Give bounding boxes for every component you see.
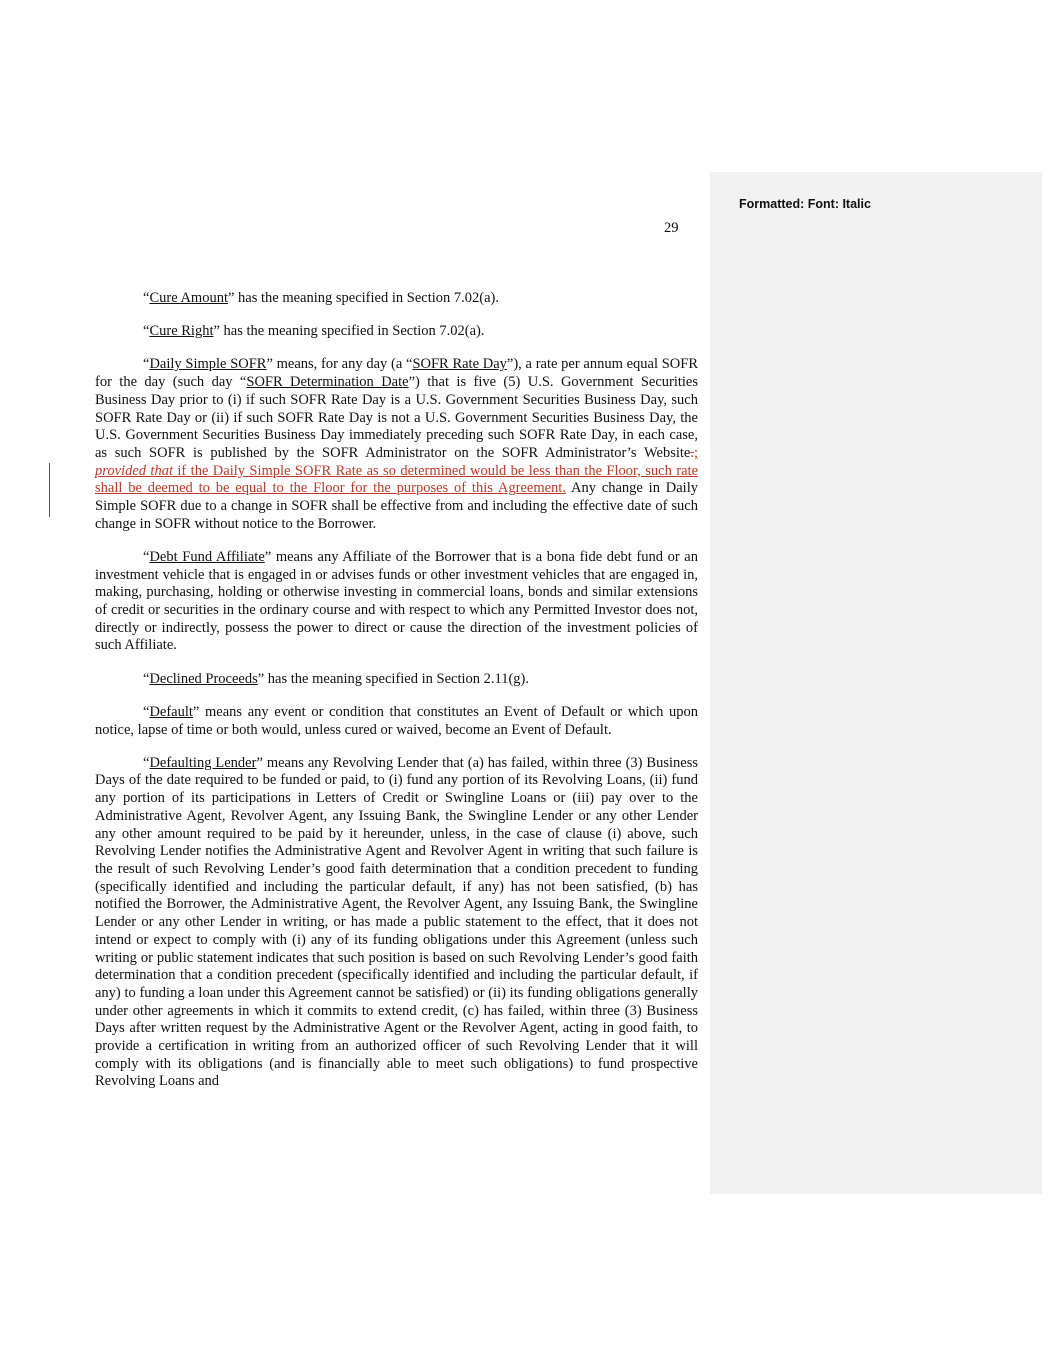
defined-term: SOFR Rate Day <box>412 356 507 373</box>
definition-declined-proceeds: “Declined Proceeds” has the meaning specified in Section 2.11(g). <box>143 670 530 687</box>
defined-term: Daily Simple SOFR <box>149 356 267 373</box>
definition-debt-fund-affiliate: “Debt Fund Affiliate” means any Affiliate of the Borrower that is a bona fide debt fund or an investment vehicle that is engaged in or advises funds or other investment vehicles that are engaged in, making, purchasing, holding or otherwise investing in commercial loans, bonds and similar extensions of credit or securities in the ordinary course and with respect to which any Permitted Investor does not, directly or indirectly, possess the power to direct or cause the direction of the investment policies of such Affiliate. <box>95 548 698 654</box>
page-number: 29 <box>664 220 679 236</box>
definition-text: ” means any event or condition that constitutes an Event of Default or which upon notice, lapse of time or both would, unless cured or waived, become an Event of Default. <box>95 703 698 738</box>
definition-default: “Default” means any event or condition that constitutes an Event of Default or which upon notice, lapse of time or both would, unless cured or waived, become an Event of Default. <box>95 703 698 738</box>
defined-term: Cure Amount <box>149 290 228 306</box>
definition-defaulting-lender: “Defaulting Lender” means any Revolving Lender that (a) has failed, within three (3) Business Days of the date required to be funded or paid, to (i) fund any portion of its Revolving Loans, (ii) fund any portion of its participations in Letters of Credit or Swingline Loans or (iii) pay over to the Administrative Agent, Revolver Agent, any Issuing Bank, the Swingline Lender or any other Lender any other amount required to be paid by it hereunder, unless, in the case of clause (i) above, such Revolving Lender notifies the Administrative Agent and Revolver Agent in writing that such failure is the result of such Revolving Lender’s good faith determination that a condition precedent to funding (specifically identified and including the particular default, if any) has not been satisfied, (b) has notified the Borrower, the Administrative Agent, the Revolver Agent, any Issuing Bank, the Swingline Lender or any other Lender in writing, or has made a public statement to the effect, that it does not intend or expect to comply with (i) any of its funding obligations under this Agreement (unless such writing or public statement indicates that such position is based on such Revolving Lender’s good faith determination that a condition precedent (specifically identified and including the particular default, if any) to funding a loan under this Agreement cannot be satisfied) or (ii) its funding obligations generally under other agreements in which it commits to extend credit, (c) has failed, within three (3) Business Days after written request by the Administrative Agent or the Revolver Agent, acting in good faith, to provide a certification in writing from an authorized officer of such Revolving Lender that it will comply with its obligations (and is financially able to meet such obligations) to fund prospective Revolving Loans and <box>95 754 698 1090</box>
definition-cure-amount: “Cure Amount” has the meaning specified in Section 7.02(a). <box>143 290 499 306</box>
tracked-insertion-italic[interactable]: provided that <box>95 462 173 479</box>
definition-text: ” means any Affiliate of the Borrower that is a bona fide debt fund or an investment vehicle that is engaged in or advises funds or other investment vehicles that are engaged in, making, purchasing, holding or otherwise investing in commercial loans, bonds and similar extensions of credit or securities in the ordinary course and with respect to which any Permitted Investor does not, directly or indirectly, possess the power to direct or cause the direction of the investment policies of such Affiliate. <box>95 548 698 654</box>
defined-term: Cure Right <box>149 323 214 340</box>
definition-text: ”), a rate per annum equal SOFR for the day (such day “ <box>95 356 698 391</box>
definition-text: ” means, for any day (a “ <box>266 356 413 373</box>
defined-term: SOFR Determination Date <box>246 374 409 391</box>
tracked-insertion[interactable]: ; <box>693 444 698 461</box>
tracked-deletion[interactable]: . <box>690 444 694 461</box>
defined-term: Default <box>149 703 193 720</box>
document-body <box>95 290 698 1107</box>
comment-pane <box>710 172 1042 1194</box>
definition-text: ” has the meaning specified in Section 7.02(a). <box>213 323 485 340</box>
definition-daily-simple-sofr: “Daily Simple SOFR” means, for any day (a “SOFR Rate Day”), a rate per annum equal SOFR for the day (such day “SOFR Determination Date”) that is five (5) U.S. Government Securities Business Day prior to (i) if such SOFR Rate Day is a U.S. Government Securities Business Day, such SOFR Rate Day or (ii) if such SOFR Rate Day is not a U.S. Government Securities Business Day, the U.S. Government Securities Business Day immediately preceding such SOFR Rate Day, in each case, as such SOFR is published by the SOFR Administrator on the SOFR Administrator’s Website.; provided that if the Daily Simple SOFR Rate as so determined would be less than the Floor, such rate shall be deemed to be equal to the Floor for the purposes of this Agreement. Any change in Daily Simple SOFR due to a change in SOFR shall be effective from and including the effective date of such change in SOFR without notice to the Borrower. <box>95 356 699 532</box>
definition-text: ” has the meaning specified in Section 7.02(a). <box>227 290 499 306</box>
definition-text: ”) that is five (5) U.S. Government Securities Business Day prior to (i) if such SOFR Rate Day is a U.S. Government Securities Business Day, such SOFR Rate Day or (ii) if such SOFR Rate Day is not a U.S. Government Securities Business Day, the U.S. Government Securities Business Day immediately preceding such SOFR Rate Day, in each case, as such SOFR is published by the SOFR Administrator on the SOFR Administrator’s Website <box>95 374 699 461</box>
defined-term: Defaulting Lender <box>149 754 257 771</box>
definition-text: Any change in Daily Simple SOFR due to a change in SOFR shall be effective from and including the effective date of such change in SOFR without notice to the Borrower. <box>95 480 698 532</box>
definition-text: ” means any Revolving Lender that (a) has failed, within three (3) Business Days of the date required to be funded or paid, to (i) fund any portion of its Revolving Loans, (ii) fund any portion of its participations in Letters of Credit or Swingline Loans or (iii) pay over to the Administrative Agent, Revolver Agent, any Issuing Bank, the Swingline Lender or any other Lender any other amount required to be paid by it hereunder, unless, in the case of clause (i) above, such Revolving Lender notifies the Administrative Agent and Revolver Agent in writing that such failure is the result of such Revolving Lender’s good faith determination that a condition precedent to funding (specifically identified and including the particular default, if any) has not been satisfied, (b) has notified the Borrower, the Administrative Agent, the Revolver Agent, any Issuing Bank, the Swingline Lender or any other Lender in writing, or has made a public statement to the effect, that it does not intend or expect to comply with (i) any of its funding obligations under this Agreement (unless such writing or public statement indicates that such position is based on such Revolving Lender’s good faith determination that a condition precedent (specifically identified and including the particular default, if any) to funding a loan under this Agreement cannot be satisfied) or (ii) its funding obligations generally under other agreements in which it commits to extend credit, (c) has failed, within three (3) Business Days after written request by the Administrative Agent or the Revolver Agent, acting in good faith, to provide a certification in writing from an authorized officer of such Revolving Lender that it will comply with its obligations (and is financially able to meet such obligations) to fund prospective Revolving Loans and <box>95 754 698 1090</box>
definition-cure-right: “Cure Right” has the meaning specified in Section 7.02(a). <box>143 323 485 340</box>
defined-term: Declined Proceeds <box>149 670 258 687</box>
comment-formatted-label[interactable]: Formatted: Font: Italic <box>739 197 871 211</box>
definition-text: ” has the meaning specified in Section 2.11(g). <box>257 670 530 687</box>
defined-term: Debt Fund Affiliate <box>149 548 265 565</box>
revision-change-bar <box>49 463 50 517</box>
tracked-insertion[interactable]: if the Daily Simple SOFR Rate as so determined would be less than the Floor, such rate shall be deemed to be equal to the Floor for the purposes of this Agreement. <box>95 462 699 497</box>
